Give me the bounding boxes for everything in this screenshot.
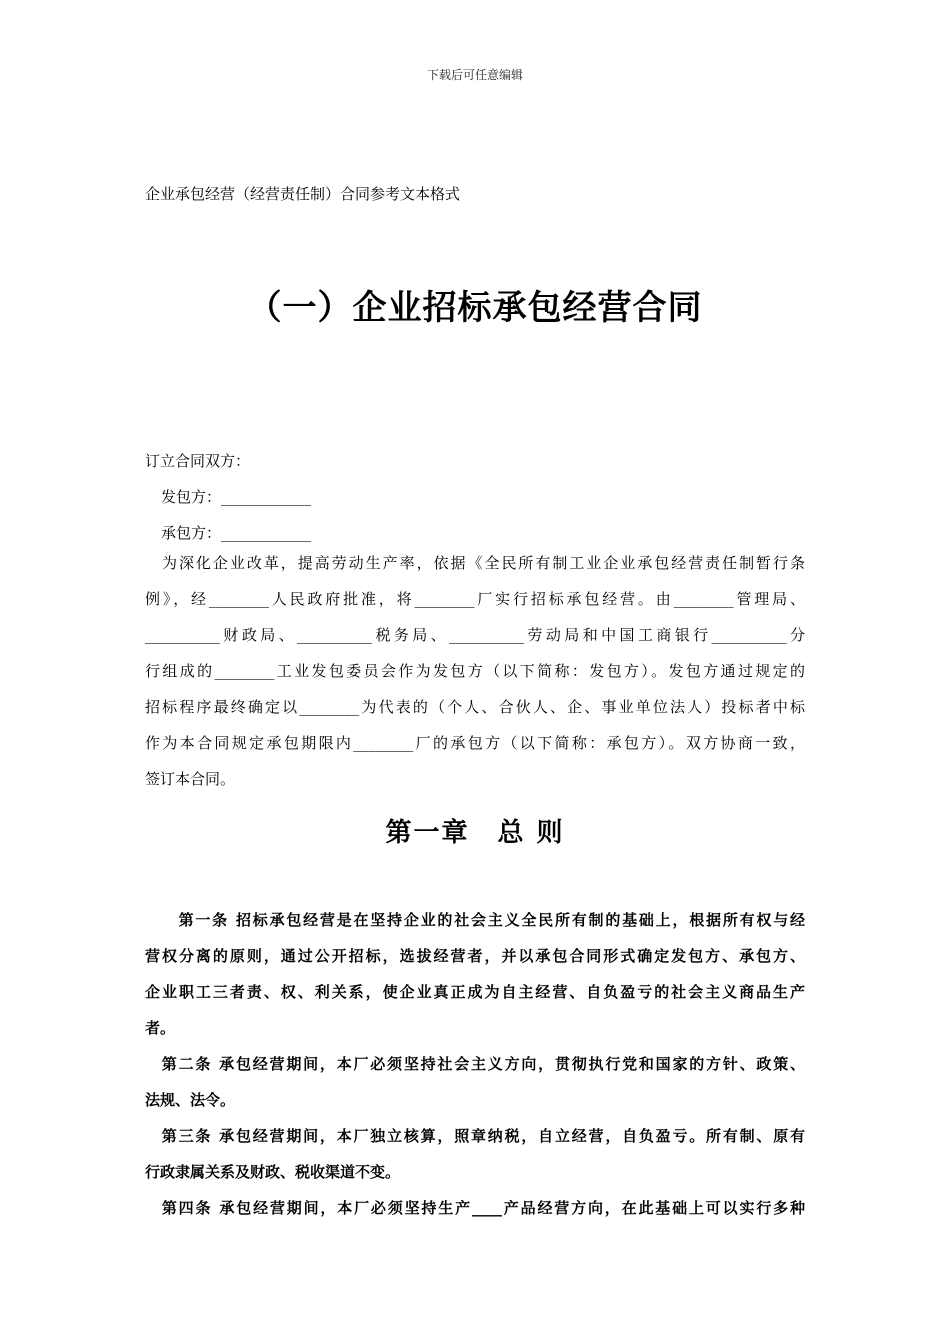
article-line: 第二条 承包经营期间，本厂必须坚持社会主义方向，贯彻执行党和国家的方针、政策、 xyxy=(145,1055,805,1073)
document-label: 企业承包经营（经营责任制）合同参考文本格式 xyxy=(145,185,461,203)
chapter-title: 第一章 总 则 xyxy=(385,818,565,848)
preamble-line: 招标程序最终确定以________为代表的（个人、合伙人、企、事业单位法人）投标者中标 xyxy=(145,698,805,716)
article-line: 第一条 招标承包经营是在坚持企业的社会主义全民所有制的基础上，根据所有权与经 xyxy=(145,911,805,929)
preamble-line: 签订本合同。 xyxy=(145,770,236,788)
parties-intro: 订立合同双方： xyxy=(145,452,251,470)
contractor-line: 承包方：____________ xyxy=(161,524,312,542)
article-line: 企业职工三者责、权、利关系，使企业真正成为自主经营、自负盈亏的社会主义商品生产 xyxy=(145,983,805,1001)
preamble-line: __________财政局、__________税务局、__________劳动局和中国工商银行__________分 xyxy=(145,626,805,644)
main-title: （一）企业招标承包经营合同 xyxy=(247,288,703,328)
preamble-line: 为深化企业改革，提高劳动生产率，依据《全民所有制工业企业承包经营责任制暂行条 xyxy=(145,554,805,572)
articles-block xyxy=(145,902,805,1226)
parties-block xyxy=(145,443,805,551)
article-line: 法规、法令。 xyxy=(145,1091,236,1109)
article-line: 行政隶属关系及财政、税收渠道不变。 xyxy=(145,1163,401,1181)
preamble-line: 作为本合同规定承包期限内________厂的承包方（以下简称：承包方）。双方协商一致， xyxy=(145,734,805,752)
preamble-line: 例》，经________人民政府批准，将________厂实行招标承包经营。由________管理局、 xyxy=(145,590,805,608)
article-line: 者。 xyxy=(145,1019,176,1037)
preamble-line: 行组成的________工业发包委员会作为发包方（以下简称：发包方）。发包方通过规定的 xyxy=(145,662,805,680)
preamble-paragraph xyxy=(145,545,805,797)
issuer-line: 发包方：____________ xyxy=(161,488,312,506)
article-line: 第四条 承包经营期间，本厂必须坚持生产____产品经营方向，在此基础上可以实行多种 xyxy=(145,1199,805,1217)
header-note: 下载后可任意编辑 xyxy=(426,68,523,82)
article-line: 第三条 承包经营期间，本厂独立核算，照章纳税，自立经营，自负盈亏。所有制、原有 xyxy=(145,1127,805,1145)
article-line: 营权分离的原则，通过公开招标，选拔经营者，并以承包合同形式确定发包方、承包方、 xyxy=(145,947,805,965)
